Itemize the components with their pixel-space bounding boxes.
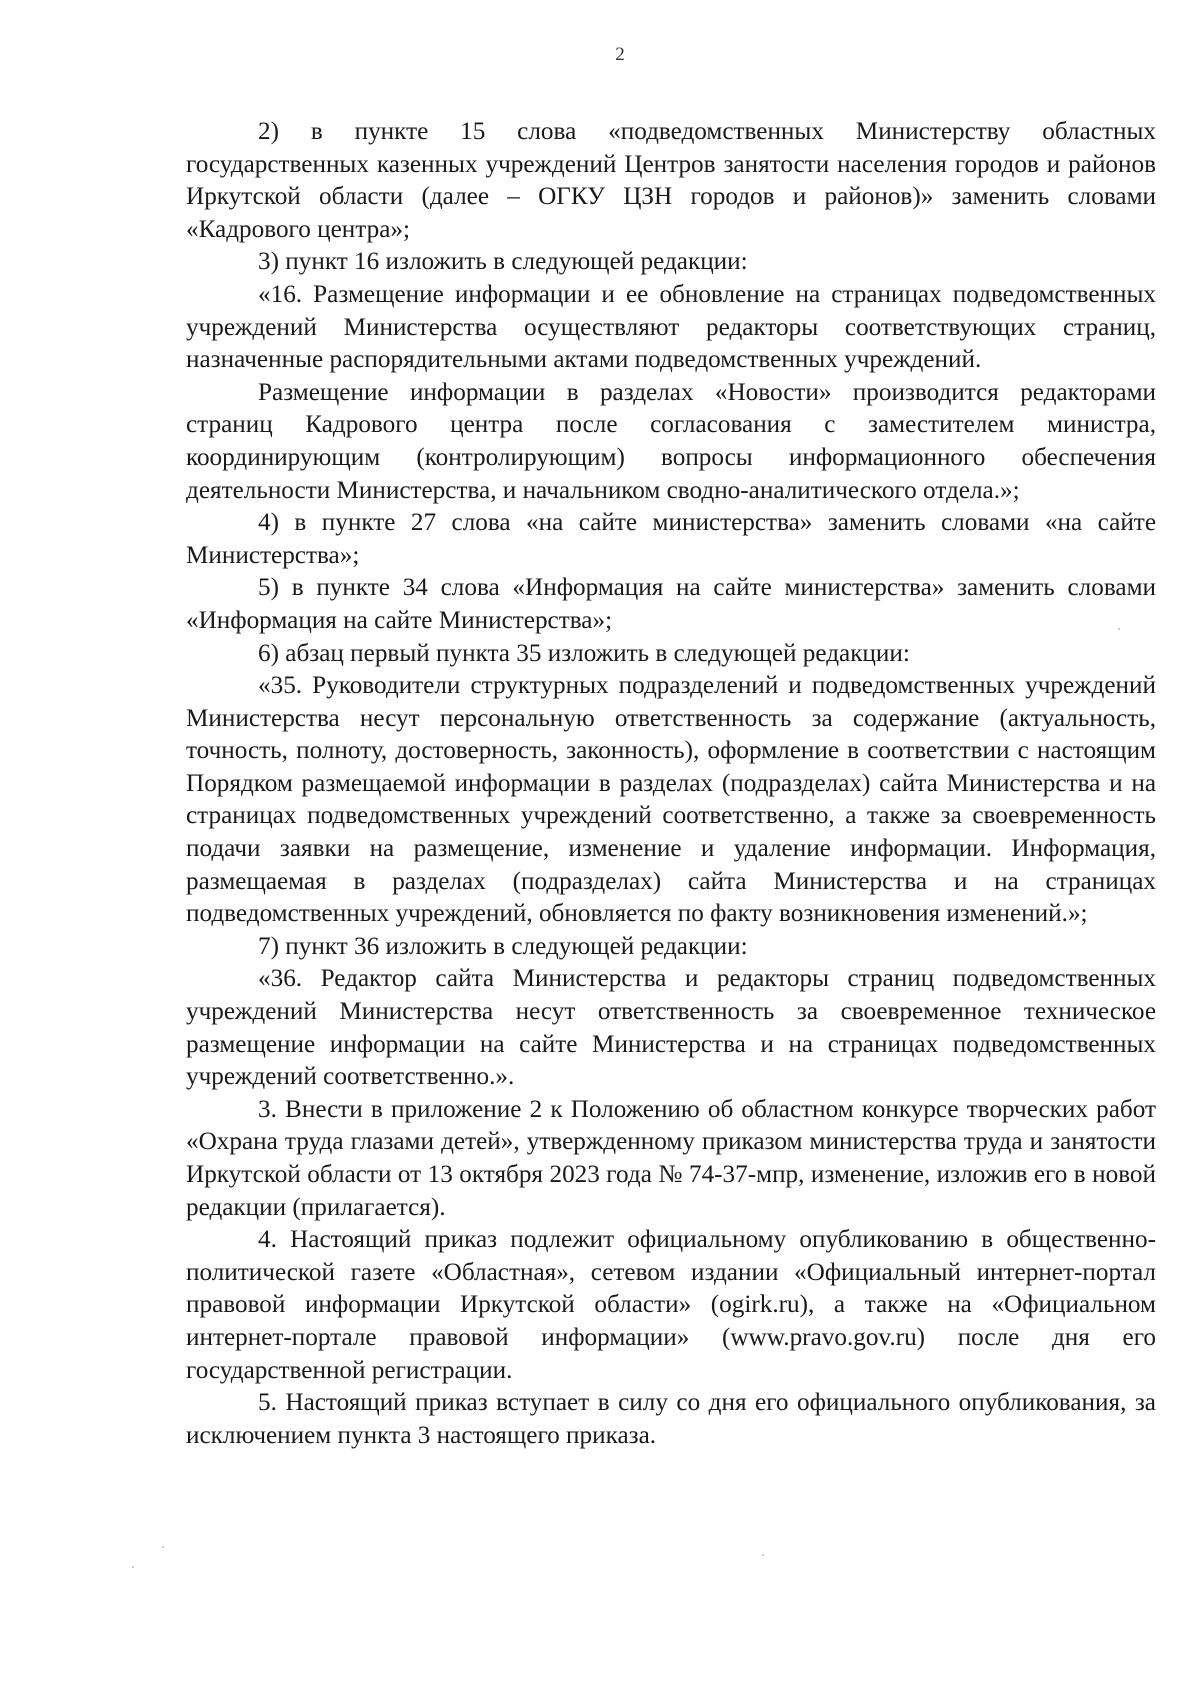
paragraph-item-4: 4) в пункте 27 слова «на сайте министерства» заменить словами «на сайте Министерства»; <box>186 509 1156 569</box>
scan-speck <box>762 1554 764 1556</box>
paragraph-item-2: 2) в пункте 15 слова «подведомственных Министерству областных государственных казенных учреждений Центров занятости населения городов и районов Иркутской области (далее – ОГКУ ЦЗН городов и районов)» заменить словами «Кадрового центра»; <box>186 118 1156 243</box>
paragraph-item-3: 3) пункт 16 изложить в следующей редакции: <box>258 248 748 276</box>
paragraph-section-4: 4. Настоящий приказ подлежит официальному опубликованию в общественно-политической газете «Областная», сетевом издании «Официальный интернет-портал правовой информации Иркутской области» (ogirk.ru), а также на «Официальном интернет-портале правовой информации» (www.pravo.gov.ru) после дня его государственной регистрации. <box>186 1226 1156 1384</box>
document-body <box>186 116 1156 1452</box>
scan-speck <box>1118 628 1120 630</box>
page-number: 2 <box>615 44 625 65</box>
paragraph-item-6: 6) абзац первый пункта 35 изложить в следующей редакции: <box>258 639 910 667</box>
scan-speck <box>132 1566 134 1568</box>
scan-speck <box>162 1546 164 1548</box>
paragraph-section-3: 3. Внести в приложение 2 к Положению об областном конкурсе творческих работ «Охрана труда глазами детей», утвержденному приказом министерства труда и занятости Иркутской области от 13 октября 2023 года № 74-37-мпр, изменение, изложив его в новой редакции (прилагается). <box>186 1095 1156 1221</box>
paragraph-point-16: «16. Размещение информации и ее обновление на страницах подведомственных учреждений Министерства осуществляют редакторы соответствующих страниц, назначенные распорядительными актами подведомственных учреждений. <box>186 280 1156 374</box>
paragraph-point-36: «36. Редактор сайта Министерства и редакторы страниц подведомственных учреждений Министерства несут ответственность за своевременное техническое размещение информации на сайте Министерства и на страницах подведомственных учреждений соответственно.». <box>186 965 1156 1091</box>
paragraph-section-5: 5. Настоящий приказ вступает в силу со дня его официального опубликования, за исключением пункта 3 настоящего приказа. <box>186 1389 1156 1449</box>
paragraph-point-35: «35. Руководители структурных подразделений и подведомственных учреждений Министерства несут персональную ответственность за содержание (актуальность, точность, полноту, достоверность, законность), оформление в соответствии с настоящим Порядком размещаемой информации в разделах (подразделах) сайта Министерства и на страницах подведомственных учреждений соответственно, а также за своевременность подачи заявки на размещение, изменение и удаление информации. Информация, размещаемая в разделах (подразделах) сайта Министерства и на страницах подведомственных учреждений, обновляется по факту возникновения изменений.»; <box>186 672 1156 928</box>
paragraph-news-placement: Размещение информации в разделах «Новости» производится редакторами страниц Кадрового центра после согласования с заместителем министра, координирующим (контролирующим) вопросы информационного обеспечения деятельности Министерства, и начальником сводно-аналитического отдела.»; <box>186 378 1156 504</box>
paragraph-item-7: 7) пункт 36 изложить в следующей редакции: <box>258 932 748 960</box>
paragraph-item-5: 5) в пункте 34 слова «Информация на сайте министерства» заменить словами «Информация на сайте Министерства»; <box>186 574 1156 634</box>
